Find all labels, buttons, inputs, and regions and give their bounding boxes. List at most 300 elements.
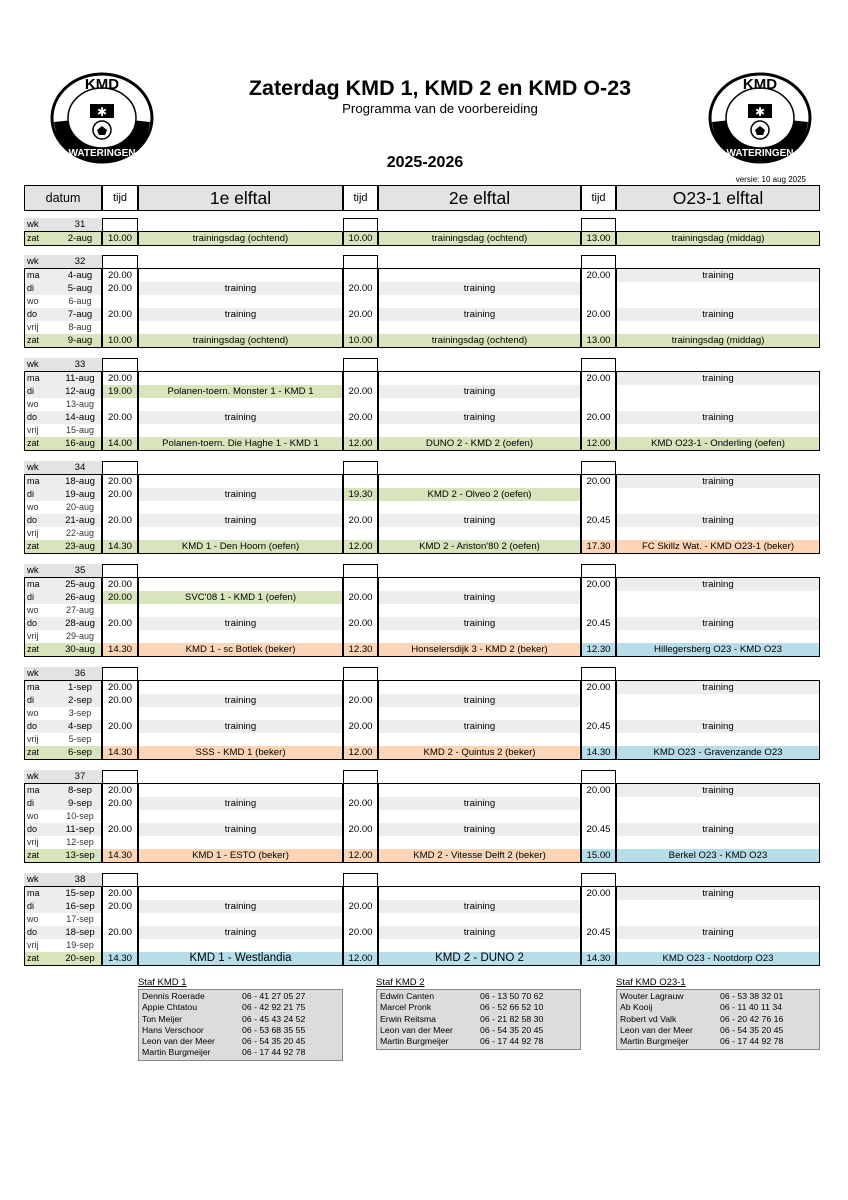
day-name: ma [24,887,58,900]
day-row [24,887,820,900]
time-team2 [343,681,378,694]
date-cell: 6-aug [68,296,92,306]
day-row [24,282,820,295]
time-team2 [343,939,378,952]
time-team1 [102,604,138,617]
day-row [24,681,820,694]
activity-team3 [616,630,820,643]
date-cell: 4-sep [58,720,102,733]
time-team3 [581,385,616,398]
time-team1: 14.30 [102,746,138,759]
activity-team3: training [616,784,820,797]
time-team2 [343,810,378,823]
match-row [24,334,820,347]
day-name: di [24,282,58,295]
activity-team2 [378,372,581,385]
time-team3 [581,488,616,501]
match-row [24,952,820,965]
staff-name: Leon van der Meer [380,1024,453,1035]
day-name: ma [24,681,58,694]
day-name: do [24,720,58,733]
day-row [24,501,820,514]
day-name: wo [27,708,39,718]
date-cell: 9-sep [58,797,102,810]
logo-wateringen-text: WATERINGEN [68,148,136,159]
date-cell: 20-sep [58,952,102,965]
day-name: vrij [27,734,39,744]
time-team1: 10.00 [102,334,138,347]
time-team2 [343,527,378,540]
activity-team3: training [616,372,820,385]
time-team3: 20.00 [586,476,611,487]
activity-team1: training [138,282,343,295]
activity-team1 [138,578,343,591]
time-team1 [102,630,138,643]
column-header-tijd-1: tijd [102,185,138,211]
week-label: wk [24,770,58,783]
day-name: vrij [27,837,39,847]
week-header-row [24,564,820,577]
time-team3: 20.00 [586,682,611,693]
activity-team1: training [138,823,343,836]
time-team2: 20.00 [348,592,373,603]
column-header-team3: O23-1 elftal [616,185,820,211]
week-block [24,255,820,348]
time-team3: 20.45 [586,927,611,938]
date-cell: 2-aug [58,232,102,245]
time-team2: 20.00 [348,618,373,629]
day-row [24,900,820,913]
time-team3: 20.45 [586,824,611,835]
time-team2: 20.00 [348,824,373,835]
activity-team2 [378,836,581,849]
day-name: do [24,514,58,527]
date-cell: 16-sep [58,900,102,913]
season-label: 2025-2026 [386,154,464,171]
staff-member [620,991,816,1002]
match-row [24,437,820,450]
time-team1 [102,707,138,720]
activity-team3 [616,501,820,514]
week-number: 31 [58,218,102,231]
activity-team3: Berkel O23 - KMD O23 [616,849,820,862]
day-name: do [24,411,58,424]
activity-team2: training [378,385,581,398]
time-team3: 20.00 [586,270,611,281]
day-row [24,913,820,926]
time-team2: 12.00 [343,437,378,450]
time-team1: 10.00 [102,232,138,245]
time-team1: 20.00 [107,785,132,796]
date-cell: 2-sep [58,694,102,707]
day-row [24,836,820,849]
column-header-tijd-2: tijd [343,185,378,211]
activity-team1: training [138,926,343,939]
staff-member [380,1025,577,1036]
day-name: di [24,385,58,398]
time-team2: 10.00 [343,232,378,245]
day-row [24,295,820,308]
staff-name: Appie Chtatou [142,1002,198,1013]
date-cell: 17-sep [66,914,94,924]
staff-title: Staf KMD O23-1 [616,977,686,988]
time-team1: 14.30 [102,540,138,553]
time-team3: 12.30 [581,643,616,656]
staff-member [142,1002,339,1013]
time-team3 [581,591,616,604]
column-header-datum: datum [24,185,102,211]
activity-team2 [378,681,581,694]
activity-team1 [138,630,343,643]
staff-phone: 06 - 45 43 24 52 [242,1013,306,1024]
activity-team2 [378,604,581,617]
day-name: vrij [27,528,39,538]
staff-name: Martin Burgmeijer [142,1047,211,1058]
staff-member [620,1014,816,1025]
time-team3: 13.00 [581,232,616,245]
activity-team3: training [616,578,820,591]
staff-phone: 06 - 41 27 05 27 [242,991,306,1001]
week-label: wk [24,218,58,231]
week-header-row [24,667,820,680]
week-number: 36 [58,667,102,680]
week-block [24,667,820,760]
activity-team3 [616,282,820,295]
date-cell: 15-aug [65,425,95,435]
date-cell: 6-sep [58,746,102,759]
time-team1: 20.00 [107,489,132,500]
staff-title: Staf KMD 1 [138,977,187,988]
day-name: di [24,900,58,913]
day-name: vrij [27,631,39,641]
date-cell: 19-sep [66,940,94,950]
week-number: 38 [58,873,102,886]
time-team2: 12.30 [343,643,378,656]
time-team3: 17.30 [581,540,616,553]
week-header-row [24,358,820,371]
activity-team2 [378,913,581,926]
time-team2: 20.00 [348,695,373,706]
activity-team1 [138,398,343,411]
day-row [24,591,820,604]
day-name: wo [27,605,39,615]
activity-team1 [138,372,343,385]
time-team1 [102,733,138,746]
week-block [24,358,820,451]
day-row [24,488,820,501]
day-name: wo [27,399,39,409]
time-team3 [581,527,616,540]
time-team2: 20.00 [348,901,373,912]
activity-team1 [138,604,343,617]
activity-team1 [138,475,343,488]
date-cell: 8-sep [58,784,102,797]
day-row [24,372,820,385]
activity-team3: KMD O23 - Gravenzande O23 [616,746,820,759]
staff-name: Ton Meijer [142,1013,183,1024]
time-team3 [581,694,616,707]
date-cell: 12-aug [58,385,102,398]
time-team3: 20.00 [586,309,611,320]
activity-team1 [138,836,343,849]
date-cell: 13-sep [58,849,102,862]
time-team3: 15.00 [581,849,616,862]
week-block [24,564,820,657]
staff-list [138,989,343,1061]
day-row [24,720,820,733]
activity-team2 [378,501,581,514]
date-cell: 10-sep [66,811,94,821]
day-name: zat [24,643,58,656]
time-team1 [102,501,138,514]
activity-team1 [138,269,343,282]
logo-kmd-text: KMD [84,76,120,93]
time-team2 [343,424,378,437]
day-row [24,810,820,823]
activity-team2: training [378,823,581,836]
time-team2 [343,321,378,334]
staff-phone: 06 - 20 42 76 16 [720,1013,784,1024]
staff-name: Edwin Canten [380,991,435,1001]
time-team1: 20.00 [107,888,132,899]
time-team1: 20.00 [107,721,132,732]
day-row [24,617,820,630]
activity-team2 [378,527,581,540]
activity-team3: training [616,720,820,733]
date-cell: 18-aug [58,475,102,488]
activity-team3 [616,527,820,540]
day-row [24,630,820,643]
svg-text:✱: ✱ [96,105,108,119]
day-row [24,385,820,398]
activity-team1: training [138,720,343,733]
time-team3 [581,836,616,849]
staff-member [380,991,577,1002]
staff-phone: 06 - 53 68 35 55 [242,1024,306,1035]
day-name: do [24,926,58,939]
day-row [24,578,820,591]
activity-team1: Polanen-toern. Die Haghe 1 - KMD 1 [138,437,343,450]
activity-team3: training [616,823,820,836]
staff-member [142,1014,339,1025]
activity-team2: training [378,797,581,810]
time-team3 [581,604,616,617]
activity-team2 [378,810,581,823]
staff-list [616,989,820,1050]
activity-team2 [378,295,581,308]
time-team3: 13.00 [581,334,616,347]
time-team3: 14.30 [581,952,616,965]
day-name: wo [27,811,39,821]
staff-phone: 06 - 53 38 32 01 [720,991,784,1001]
time-team1: 20.00 [107,270,132,281]
day-row [24,411,820,424]
time-team2: 20.00 [348,309,373,320]
day-row [24,707,820,720]
activity-team1 [138,939,343,952]
staff-member [380,1002,577,1013]
activity-team3: training [616,926,820,939]
date-cell: 8-aug [68,322,92,332]
time-team3 [581,630,616,643]
date-cell: 5-sep [68,734,92,744]
staff-member [142,1025,339,1036]
staff-name: Hans Verschoor [142,1024,204,1035]
staff-name: Erwin Reitsma [380,1013,436,1024]
activity-team1: Polanen-toern. Monster 1 - KMD 1 [138,385,343,398]
week-label: wk [24,358,58,371]
time-team2 [343,295,378,308]
staff-name: Ab Kooij [620,1002,653,1013]
day-row [24,604,820,617]
time-team1: 20.00 [107,283,132,294]
match-row [24,232,820,245]
day-name: ma [24,475,58,488]
logo-kmd-text: KMD [742,76,778,93]
version-label: versie: 10 aug 2025 [735,175,806,184]
activity-team3: training [616,617,820,630]
week-header-row [24,255,820,268]
activity-team2: training [378,411,581,424]
column-header-team2: 2e elftal [378,185,581,211]
date-cell: 22-aug [65,528,95,538]
date-cell: 20-aug [65,502,95,512]
time-team1: 20.00 [107,927,132,938]
activity-team2: training [378,514,581,527]
activity-team3: trainingsdag (middag) [616,334,820,347]
column-header-team1: 1e elftal [138,185,343,211]
activity-team2: training [378,617,581,630]
time-team3 [581,321,616,334]
activity-team3 [616,810,820,823]
day-row [24,797,820,810]
week-header-row [24,873,820,886]
time-team3: 20.45 [586,515,611,526]
time-team3: 12.00 [581,437,616,450]
activity-team2 [378,578,581,591]
date-cell: 1-sep [58,681,102,694]
page-subtitle: Programma van de voorbereiding [342,101,538,116]
time-team2 [343,630,378,643]
time-team3 [581,797,616,810]
day-row [24,939,820,952]
time-team2 [343,398,378,411]
date-cell: 26-aug [58,591,102,604]
time-team2 [343,784,378,797]
day-name: wo [27,296,39,306]
time-team2 [343,707,378,720]
activity-team1 [138,527,343,540]
time-team2 [343,836,378,849]
staff-member [620,1036,816,1047]
match-row [24,643,820,656]
activity-team1: SVC'08 1 - KMD 1 (oefen) [138,591,343,604]
activity-team2 [378,939,581,952]
day-name: vrij [27,425,39,435]
time-team1: 20.00 [107,798,132,809]
activity-team3: training [616,887,820,900]
week-label: wk [24,255,58,268]
day-row [24,694,820,707]
staff-block [616,977,820,1050]
activity-team1: trainingsdag (ochtend) [138,334,343,347]
activity-team2 [378,630,581,643]
match-row [24,540,820,553]
activity-team1: SSS - KMD 1 (beker) [138,746,343,759]
day-name: ma [24,372,58,385]
time-team1 [102,810,138,823]
time-team3: 14.30 [581,746,616,759]
date-cell: 3-sep [68,708,92,718]
day-name: di [24,488,58,501]
activity-team1 [138,501,343,514]
day-row [24,514,820,527]
time-team3 [581,913,616,926]
day-name: zat [24,232,58,245]
svg-text:✱: ✱ [754,105,766,119]
activity-team2 [378,784,581,797]
date-cell: 14-aug [58,411,102,424]
column-header-tijd-3: tijd [581,185,616,211]
activity-team1: training [138,900,343,913]
activity-team3: KMD O23 - Nootdorp O23 [616,952,820,965]
day-name: do [24,308,58,321]
day-name: wo [27,502,39,512]
time-team2 [343,475,378,488]
day-name: wo [27,914,39,924]
time-team2 [343,913,378,926]
activity-team2: trainingsdag (ochtend) [378,232,581,245]
time-team1 [102,321,138,334]
staff-block [138,977,343,1061]
club-logo-right [708,72,812,164]
staff-member [620,1002,816,1013]
time-team3: 20.00 [586,785,611,796]
staff-phone: 06 - 42 92 21 75 [242,1002,306,1013]
time-team3 [581,707,616,720]
activity-team2: KMD 2 - Ariston'80 2 (oefen) [378,540,581,553]
week-header-row [24,461,820,474]
activity-team2 [378,269,581,282]
time-team3 [581,733,616,746]
day-name: zat [24,437,58,450]
activity-team3 [616,295,820,308]
date-cell: 4-aug [58,269,102,282]
match-row [24,746,820,759]
time-team1: 20.00 [107,309,132,320]
activity-team2: KMD 2 - Quintus 2 (beker) [378,746,581,759]
staff-phone: 06 - 17 44 92 78 [242,1047,306,1058]
activity-team2: training [378,591,581,604]
time-team1: 20.00 [107,682,132,693]
staff-member [142,991,339,1002]
day-name: vrij [27,322,39,332]
activity-team1: KMD 1 - Westlandia [138,952,343,965]
staff-list [376,989,581,1050]
activity-team2 [378,887,581,900]
time-team2: 20.00 [348,515,373,526]
staff-phone: 06 - 13 50 70 62 [480,991,544,1001]
date-cell: 15-sep [58,887,102,900]
activity-team1: KMD 1 - sc Botlek (beker) [138,643,343,656]
activity-team3 [616,913,820,926]
week-header-row [24,218,820,231]
date-cell: 21-aug [58,514,102,527]
activity-team3 [616,424,820,437]
activity-team2 [378,398,581,411]
activity-team3 [616,398,820,411]
time-team1: 20.00 [107,901,132,912]
